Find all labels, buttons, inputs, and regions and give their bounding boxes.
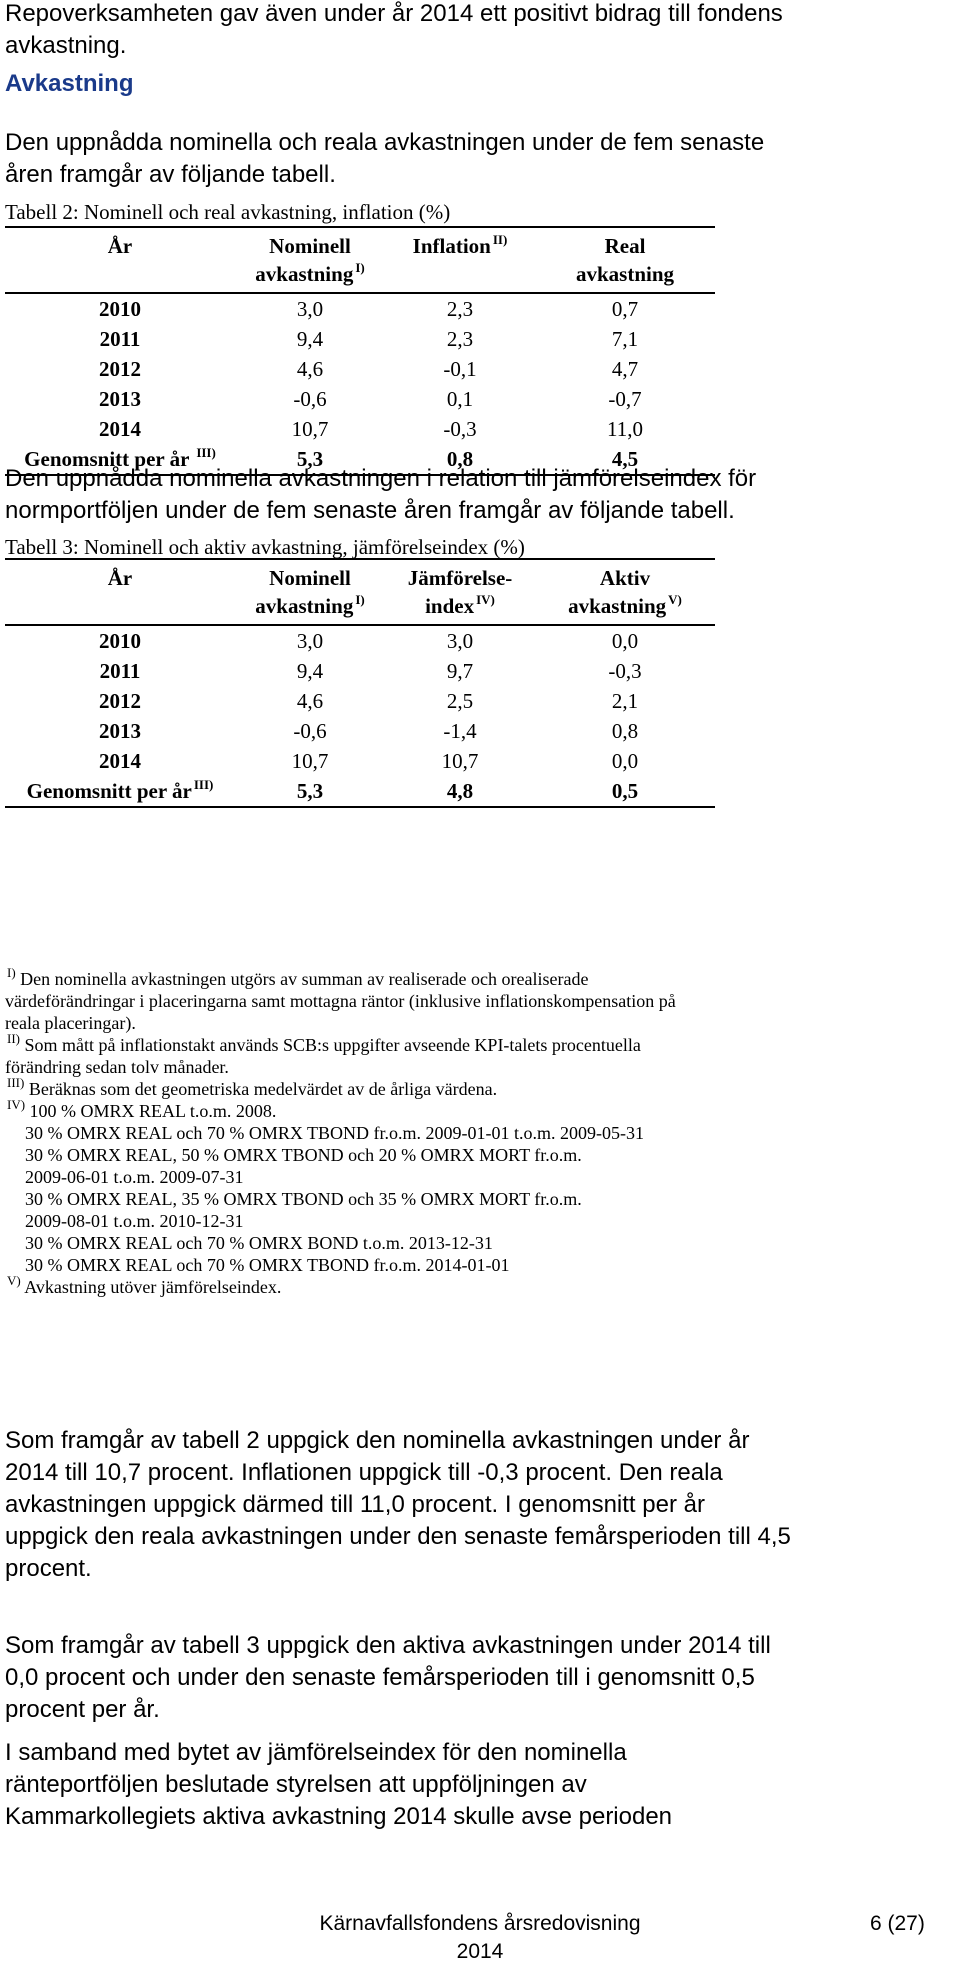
cell-year: 2012: [99, 689, 141, 713]
cell-avg-nominal: 5,3: [235, 776, 385, 807]
footnote-4-line-5: 30 % OMRX REAL, 35 % OMRX TBOND och 35 % OMRX MORT fr.o.m.: [25, 1189, 582, 1209]
cell-real: 11,0: [607, 417, 643, 441]
intro-paragraph: [5, 0, 783, 62]
table-row: [5, 625, 715, 656]
footnote-3: $^{III)}$ Beräknas som det geometriska medelvärdet av de årliga värdena.: [7, 1075, 498, 1099]
page-number: 6 (27): [870, 1912, 925, 1935]
table-2-header-nominal: Nominell avkastning $^{I)}$: [235, 227, 385, 293]
footnote-4-line-8: 30 % OMRX REAL och 70 % OMRX TBOND fr.o.m. 2014-01-01: [25, 1255, 510, 1275]
table-3-header-index: Jämförelse- index $^{IV)}$: [385, 559, 535, 625]
cell-avg-label: Genomsnitt per år $^{III)}$: [5, 776, 235, 807]
para-2-line-1: Den uppnådda nominella avkastningen i relation till jämförelseindex för: [5, 465, 757, 492]
table-row: [5, 414, 715, 444]
para-2-line-2: normportföljen under de fem senaste åren framgår av följande tabell.: [5, 497, 735, 524]
para-5-line-3: Kammarkollegiets aktiva avkastning 2014 skulle avse perioden: [5, 1803, 673, 1830]
footnote-4-line-2: 30 % OMRX REAL och 70 % OMRX TBOND fr.o.m. 2009-01-01 t.o.m. 2009-05-31: [25, 1123, 644, 1143]
table-row: [5, 746, 715, 776]
para-1-line-1: Den uppnådda nominella och reala avkastningen under de fem senaste: [5, 129, 765, 156]
table-row: [5, 656, 715, 686]
cell-year: 2013: [99, 387, 141, 411]
footnote-4-line-4: 2009-06-01 t.o.m. 2009-07-31: [25, 1167, 244, 1187]
para-3-line-1: Som framgår av tabell 2 uppgick den nominella avkastningen under år: [5, 1427, 750, 1454]
table-3-average-row: [5, 776, 715, 807]
table-3-header-active: Aktiv avkastning $^{V)}$: [535, 559, 715, 625]
section-heading: Avkastning: [5, 70, 134, 97]
para-3-line-4: uppgick den reala avkastningen under den senaste femårsperioden till 4,5: [5, 1523, 791, 1550]
footnote-4-line-7: 30 % OMRX REAL och 70 % OMRX BOND t.o.m. 2013-12-31: [25, 1233, 493, 1253]
table-2-header-year: År: [5, 227, 235, 293]
cell-avg-active: 0,5: [535, 776, 715, 807]
cell-nominal: -0,6: [293, 387, 327, 411]
cell-inflation: -0,1: [443, 357, 477, 381]
table-row: [5, 354, 715, 384]
cell-inflation: 2,3: [446, 327, 474, 351]
footnote-1-line-2: värdeförändringar i placeringarna samt mottagna räntor (inklusive inflationskompensation på: [5, 991, 676, 1011]
para-4: [5, 1630, 771, 1726]
para-5: [5, 1737, 672, 1833]
para-5-line-1: I samband med bytet av jämförelseindex för den nominella: [5, 1739, 627, 1766]
para-5-line-2: ränteportföljen beslutade styrelsen att uppföljningen av: [5, 1771, 587, 1798]
table-3-header-nominal: Nominell avkastning $^{I)}$: [235, 559, 385, 625]
table-2: [5, 226, 715, 476]
table-row: [5, 716, 715, 746]
footnote-5: $^{V)}$ Avkastning utöver jämförelseindex.: [7, 1273, 282, 1297]
cell-nominal: 4,6: [296, 357, 324, 381]
cell-active: -0,3: [608, 659, 642, 683]
cell-year: 2012: [99, 357, 141, 381]
cell-nominal: 10,7: [291, 417, 329, 441]
para-4-line-3: procent per år.: [5, 1696, 160, 1723]
cell-index: 9,7: [446, 659, 474, 683]
cell-real: 0,7: [611, 297, 639, 321]
cell-index: 2,5: [446, 689, 474, 713]
cell-active: 0,0: [611, 749, 639, 773]
cell-year: 2014: [99, 749, 141, 773]
cell-year: 2010: [99, 629, 141, 653]
table-row: [5, 324, 715, 354]
footnotes: [5, 965, 945, 1298]
cell-nominal: 9,4: [296, 659, 324, 683]
cell-real: 4,7: [611, 357, 639, 381]
cell-year: 2011: [99, 327, 141, 351]
footnote-4-line-6: 2009-08-01 t.o.m. 2010-12-31: [25, 1211, 244, 1231]
para-4-line-1: Som framgår av tabell 3 uppgick den aktiva avkastningen under 2014 till: [5, 1632, 771, 1659]
para-3-line-3: avkastningen uppgick därmed till 11,0 procent. I genomsnitt per år: [5, 1491, 705, 1518]
cell-inflation: -0,3: [443, 417, 477, 441]
footnote-2-line-2: förändring sedan tolv månader.: [5, 1057, 229, 1077]
footnote-1: $^{I)}$ Den nominella avkastningen utgörs av summan av realiserade och orealiserade: [7, 965, 589, 989]
cell-active: 2,1: [611, 689, 639, 713]
para-3-line-5: procent.: [5, 1555, 92, 1582]
intro-line-1: Repoverksamheten gav även under år 2014 ett positivt bidrag till fondens: [5, 0, 783, 27]
cell-year: 2010: [99, 297, 141, 321]
cell-real: -0,7: [608, 387, 642, 411]
para-4-line-2: 0,0 procent och under den senaste femårsperioden till i genomsnitt 0,5: [5, 1664, 755, 1691]
table-2-header-row: [5, 227, 715, 293]
para-3-line-2: 2014 till 10,7 procent. Inflationen uppgick till -0,3 procent. Den reala: [5, 1459, 723, 1486]
footnote-4-line-3: 30 % OMRX REAL, 50 % OMRX TBOND och 20 % OMRX MORT fr.o.m.: [25, 1145, 582, 1165]
cell-real: 7,1: [611, 327, 639, 351]
table-2-header-inflation: Inflation $^{II)}$: [385, 227, 535, 293]
table-3-header-row: [5, 559, 715, 625]
cell-active: 0,0: [611, 629, 639, 653]
cell-year: 2013: [99, 719, 141, 743]
cell-year: 2014: [99, 417, 141, 441]
cell-inflation: 2,3: [446, 297, 474, 321]
footer-title: [270, 1910, 690, 1966]
cell-avg-nominal: 5,3: [235, 444, 385, 475]
intro-line-2: avkastning.: [5, 32, 127, 59]
cell-nominal: -0,6: [293, 719, 327, 743]
table-2-header-real: Real avkastning: [535, 227, 715, 293]
cell-active: 0,8: [611, 719, 639, 743]
footer-title-line-2: 2014: [456, 1940, 504, 1963]
table-row: [5, 293, 715, 324]
footer-title-line-1: Kärnavfallsfondens årsredovisning: [319, 1912, 641, 1935]
para-1: [5, 127, 764, 191]
table-3: [5, 558, 715, 808]
para-1-line-2: åren framgår av följande tabell.: [5, 161, 336, 188]
para-2: [5, 463, 756, 527]
cell-year: 2011: [99, 659, 141, 683]
cell-avg-index: 4,8: [385, 776, 535, 807]
footnote-2: $^{II)}$ Som mått på inflationstakt används SCB:s uppgifter avseende KPI-talets procentuella: [7, 1031, 641, 1055]
cell-nominal: 9,4: [296, 327, 324, 351]
cell-avg-label: Genomsnitt per år $^{III)}$: [5, 444, 235, 475]
cell-nominal: 3,0: [296, 297, 324, 321]
table-row: [5, 686, 715, 716]
cell-avg-inflation: 0,8: [385, 444, 535, 475]
table-row: [5, 384, 715, 414]
table-3-header-year: År: [5, 559, 235, 625]
para-3: [5, 1425, 791, 1585]
cell-inflation: 0,1: [446, 387, 474, 411]
cell-avg-real: 4,5: [535, 444, 715, 475]
footnote-4: $^{IV)}$ 100 % OMRX REAL t.o.m. 2008.: [7, 1097, 277, 1121]
cell-nominal: 3,0: [296, 629, 324, 653]
cell-nominal: 4,6: [296, 689, 324, 713]
cell-index: -1,4: [443, 719, 477, 743]
table-3-caption: Tabell 3: Nominell och aktiv avkastning, jämförelseindex (%): [5, 535, 525, 559]
cell-index: 10,7: [441, 749, 479, 773]
cell-nominal: 10,7: [291, 749, 329, 773]
cell-index: 3,0: [446, 629, 474, 653]
table-2-caption: Tabell 2: Nominell och real avkastning, inflation (%): [5, 200, 451, 224]
footnote-1-line-3: reala placeringar).: [5, 1013, 136, 1033]
